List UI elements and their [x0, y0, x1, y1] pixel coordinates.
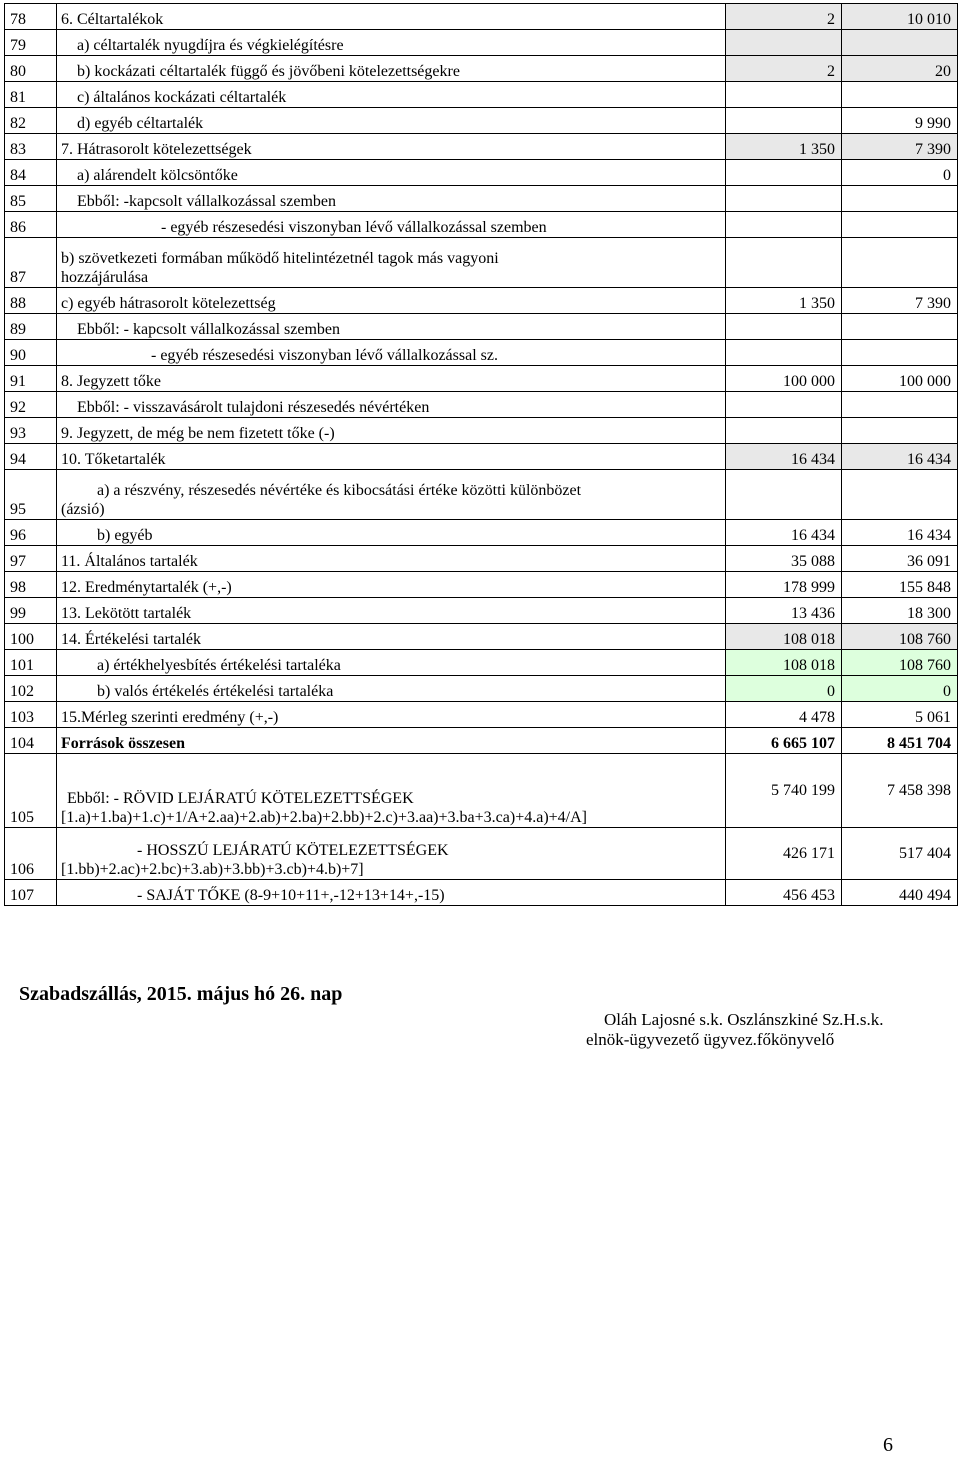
description-line-2: hozzájárulása: [61, 269, 149, 286]
row-number: 92: [5, 392, 57, 418]
description-line: 14. Értékelési tartalék: [61, 631, 201, 648]
description-line: c) egyéb hátrasorolt kötelezettség: [61, 295, 276, 312]
row-description: [57, 598, 726, 624]
description-line-2: (ázsió): [61, 501, 105, 518]
previous-year-value: 16 434: [726, 444, 842, 470]
row-description: [57, 134, 726, 160]
row-description: [57, 444, 726, 470]
current-year-value: [842, 470, 958, 520]
row-number: 93: [5, 418, 57, 444]
row-description: [57, 702, 726, 728]
table-row: [5, 728, 958, 754]
description-line: 9. Jegyzett, de még be nem fizetett tőke (-): [61, 425, 335, 442]
description-line-2: [1.a)+1.ba)+1.c)+1/A+2.aa)+2.ab)+2.ba)+2.bb)+2.c)+3.aa)+3.ba+3.ca)+4.a)+4/A]: [61, 809, 587, 826]
description-line: 6. Céltartalékok: [61, 11, 164, 28]
current-year-value: 7 390: [842, 134, 958, 160]
balance-sheet-body: [5, 4, 958, 906]
previous-year-value: 5 740 199: [726, 754, 842, 828]
description-line: b) szövetkezeti formában működő hitelintézetnél tagok más vagyoni: [61, 250, 499, 267]
table-row: [5, 828, 958, 880]
table-row: [5, 366, 958, 392]
row-description: [57, 676, 726, 702]
description-line: 10. Tőketartalék: [61, 451, 166, 468]
row-number: 87: [5, 238, 57, 288]
table-row: [5, 598, 958, 624]
row-description: [57, 880, 726, 906]
previous-year-value: 6 665 107: [726, 728, 842, 754]
row-number: 104: [5, 728, 57, 754]
previous-year-value: 108 018: [726, 650, 842, 676]
previous-year-value: [726, 470, 842, 520]
table-row: [5, 470, 958, 520]
description-line: - SAJÁT TŐKE (8-9+10+11+,-12+13+14+,-15): [137, 887, 445, 904]
current-year-value: 0: [842, 676, 958, 702]
row-number: 89: [5, 314, 57, 340]
previous-year-value: 456 453: [726, 880, 842, 906]
row-description: [57, 186, 726, 212]
current-year-value: 9 990: [842, 108, 958, 134]
table-row: [5, 520, 958, 546]
description-line: Ebből: - visszavásárolt tulajdoni részesedés névértéken: [77, 399, 430, 416]
previous-year-value: [726, 238, 842, 288]
description-line: c) általános kockázati céltartalék: [77, 89, 287, 106]
table-row: [5, 160, 958, 186]
place-date: Szabadszállás, 2015. május hó 26. nap: [19, 983, 343, 1005]
signer-roles: elnök-ügyvezető ügyvez.főkönyvelő: [586, 1030, 835, 1049]
balance-sheet-table: [4, 3, 958, 906]
row-description: [57, 392, 726, 418]
row-description: [57, 4, 726, 30]
table-row: [5, 392, 958, 418]
row-description: [57, 288, 726, 314]
description-line: 11. Általános tartalék: [61, 553, 198, 570]
row-number: 79: [5, 30, 57, 56]
row-number: 99: [5, 598, 57, 624]
row-description: [57, 212, 726, 238]
previous-year-value: 13 436: [726, 598, 842, 624]
current-year-value: 7 458 398: [842, 754, 958, 828]
previous-year-value: 4 478: [726, 702, 842, 728]
description-line: Ebből: - kapcsolt vállalkozással szemben: [77, 321, 341, 338]
table-row: [5, 56, 958, 82]
row-description: [57, 624, 726, 650]
current-year-value: 16 434: [842, 520, 958, 546]
current-year-value: 155 848: [842, 572, 958, 598]
previous-year-value: [726, 108, 842, 134]
table-row: [5, 444, 958, 470]
row-description: [57, 340, 726, 366]
description-line: Ebből: - RÖVID LEJÁRATÚ KÖTELEZETTSÉGEK: [67, 790, 414, 807]
current-year-value: 20: [842, 56, 958, 82]
current-year-value: 8 451 704: [842, 728, 958, 754]
description-line: - egyéb részesedési viszonyban lévő vállalkozással sz.: [151, 347, 498, 364]
description-line: a) értékhelyesbítés értékelési tartaléka: [97, 657, 341, 674]
description-line-2: [1.bb)+2.ac)+2.bc)+3.ab)+3.bb)+3.cb)+4.b)+7]: [61, 861, 364, 878]
previous-year-value: 0: [726, 676, 842, 702]
current-year-value: 440 494: [842, 880, 958, 906]
table-row: [5, 186, 958, 212]
row-number: 102: [5, 676, 57, 702]
table-row: [5, 546, 958, 572]
current-year-value: [842, 340, 958, 366]
table-row: [5, 108, 958, 134]
table-row: [5, 238, 958, 288]
table-row: [5, 754, 958, 828]
row-number: 82: [5, 108, 57, 134]
row-description: [57, 470, 726, 520]
description-line: d) egyéb céltartalék: [77, 115, 204, 132]
row-description: [57, 82, 726, 108]
row-number: 97: [5, 546, 57, 572]
table-row: [5, 82, 958, 108]
row-number: 80: [5, 56, 57, 82]
previous-year-value: 1 350: [726, 134, 842, 160]
description-line: 7. Hátrasorolt kötelezettségek: [61, 141, 252, 158]
description-line: b) egyéb: [97, 527, 153, 544]
row-number: 96: [5, 520, 57, 546]
table-row: [5, 572, 958, 598]
row-description: [57, 418, 726, 444]
description-line: 8. Jegyzett tőke: [61, 373, 161, 390]
description-line: - HOSSZÚ LEJÁRATÚ KÖTELEZETTSÉGEK: [137, 842, 449, 859]
current-year-value: 517 404: [842, 828, 958, 880]
current-year-value: 18 300: [842, 598, 958, 624]
row-number: 86: [5, 212, 57, 238]
row-description: [57, 754, 726, 828]
row-number: 83: [5, 134, 57, 160]
previous-year-value: 16 434: [726, 520, 842, 546]
previous-year-value: 35 088: [726, 546, 842, 572]
previous-year-value: 108 018: [726, 624, 842, 650]
row-description: [57, 238, 726, 288]
description-line: 13. Lekötött tartalék: [61, 605, 192, 622]
row-description: [57, 828, 726, 880]
row-description: [57, 30, 726, 56]
row-description: [57, 160, 726, 186]
previous-year-value: 426 171: [726, 828, 842, 880]
row-number: 85: [5, 186, 57, 212]
current-year-value: [842, 82, 958, 108]
row-number: 94: [5, 444, 57, 470]
previous-year-value: 178 999: [726, 572, 842, 598]
row-description: [57, 546, 726, 572]
current-year-value: 16 434: [842, 444, 958, 470]
row-description: [57, 108, 726, 134]
previous-year-value: [726, 30, 842, 56]
row-number: 84: [5, 160, 57, 186]
current-year-value: [842, 392, 958, 418]
row-number: 90: [5, 340, 57, 366]
row-description: [57, 520, 726, 546]
previous-year-value: [726, 212, 842, 238]
previous-year-value: [726, 160, 842, 186]
table-row: [5, 418, 958, 444]
previous-year-value: [726, 418, 842, 444]
row-description: [57, 572, 726, 598]
previous-year-value: [726, 314, 842, 340]
current-year-value: 5 061: [842, 702, 958, 728]
row-number: 105: [5, 754, 57, 828]
previous-year-value: [726, 186, 842, 212]
row-description: [57, 728, 726, 754]
table-row: [5, 880, 958, 906]
row-number: 78: [5, 4, 57, 30]
current-year-value: 10 010: [842, 4, 958, 30]
current-year-value: 108 760: [842, 624, 958, 650]
table-row: [5, 314, 958, 340]
current-year-value: [842, 418, 958, 444]
table-row: [5, 134, 958, 160]
row-number: 81: [5, 82, 57, 108]
description-line: a) a részvény, részesedés névértéke és kibocsátási értéke közötti különbözet: [97, 482, 582, 499]
current-year-value: 36 091: [842, 546, 958, 572]
current-year-value: 7 390: [842, 288, 958, 314]
table-row: [5, 4, 958, 30]
table-row: [5, 30, 958, 56]
description-line: 12. Eredménytartalék (+,-): [61, 579, 232, 596]
description-line: b) valós értékelés értékelési tartaléka: [97, 683, 334, 700]
table-row: [5, 650, 958, 676]
page-number: 6: [883, 1434, 893, 1456]
row-number: 88: [5, 288, 57, 314]
previous-year-value: 2: [726, 56, 842, 82]
description-line: Ebből: -kapcsolt vállalkozással szemben: [77, 193, 337, 210]
description-line: Források összesen: [61, 735, 185, 752]
table-row: [5, 340, 958, 366]
row-number: 107: [5, 880, 57, 906]
current-year-value: [842, 212, 958, 238]
row-number: 101: [5, 650, 57, 676]
description-line: b) kockázati céltartalék függő és jövőbeni kötelezettségekre: [77, 63, 460, 80]
previous-year-value: 100 000: [726, 366, 842, 392]
current-year-value: 0: [842, 160, 958, 186]
previous-year-value: [726, 340, 842, 366]
current-year-value: [842, 30, 958, 56]
table-row: [5, 288, 958, 314]
row-description: [57, 650, 726, 676]
current-year-value: [842, 238, 958, 288]
row-description: [57, 56, 726, 82]
signers: Oláh Lajosné s.k. Oszlánszkiné Sz.H.s.k.: [604, 1010, 884, 1029]
previous-year-value: [726, 392, 842, 418]
row-number: 91: [5, 366, 57, 392]
description-line: - egyéb részesedési viszonyban lévő vállalkozással szemben: [161, 219, 547, 236]
current-year-value: 108 760: [842, 650, 958, 676]
row-number: 103: [5, 702, 57, 728]
current-year-value: [842, 314, 958, 340]
previous-year-value: 1 350: [726, 288, 842, 314]
previous-year-value: [726, 82, 842, 108]
table-row: [5, 676, 958, 702]
description-line: a) alárendelt kölcsöntőke: [77, 167, 238, 184]
description-line: a) céltartalék nyugdíjra és végkielégítésre: [77, 37, 344, 54]
row-description: [57, 314, 726, 340]
current-year-value: 100 000: [842, 366, 958, 392]
row-number: 95: [5, 470, 57, 520]
previous-year-value: 2: [726, 4, 842, 30]
table-row: [5, 212, 958, 238]
description-line: 15.Mérleg szerinti eredmény (+,-): [61, 709, 279, 726]
row-number: 106: [5, 828, 57, 880]
row-description: [57, 366, 726, 392]
row-number: 98: [5, 572, 57, 598]
row-number: 100: [5, 624, 57, 650]
table-row: [5, 702, 958, 728]
table-row: [5, 624, 958, 650]
current-year-value: [842, 186, 958, 212]
